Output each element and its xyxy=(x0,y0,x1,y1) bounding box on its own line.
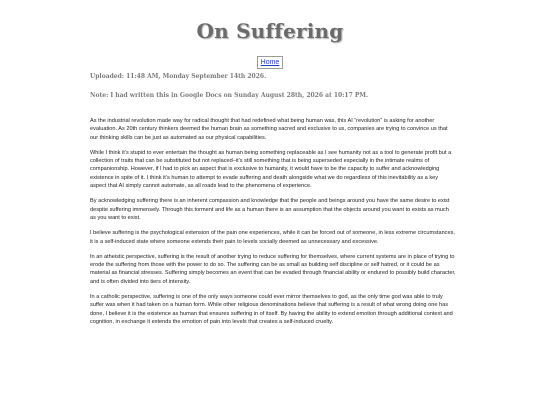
paragraph: As the industrial revolution made way for radical thought that had redefined what being human was, this AI “revolution” is asking for another evaluation. As 20th century thinkers deemed the human brain as something sacred and exclusive to us, companies are trying to convince us that our thinking skills can be just as automated as our physical capabilities. xyxy=(90,118,448,141)
writing-note: Note: I had written this in Google Docs on Sunday August 28th, 2026 at 10:17 PM. xyxy=(90,92,369,99)
paragraph: In a catholic perspective, suffering is one of the only ways someone could ever mirror themselves to god, as the only time god was able to truly suffer was when it had taken on a human form. While other religious denominations believe that suffering is a result of what wrong doing one has done, I believe it is the existence as human that ensures suffering in of itself. By having the ability to extend emotion through additional context and cognition, in exchange it extends the emotion of pain into levels that creates a self-induced cruelty. xyxy=(90,294,453,325)
paragraph: By acknowledging suffering there is an inherent compassion and knowledge that the people and beings around you have the same desire to exist despite suffering immensely. Through this torment and life as a human there is an assumption that the objects around you want to exists as much as you want to exist. xyxy=(90,198,450,221)
page-title: On Suffering xyxy=(196,19,344,43)
paragraph: In an atheistic perspective, suffering is the result of another trying to reduce suffering for themselves, where current systems are in place of trying to erode the suffering from those with the power to do so. The suffering can be as small as building self discipline or self hatred, or it could be as material as financial stresses. Suffering simply becomes an event that can be evaded through financial ability or endured to possibly build character, and is often divided into tiers of intensity. xyxy=(90,253,456,285)
paragraph: While I think it’s stupid to ever entertain the thought as human being something replaceable as I see humanity not as a tool to generate profit but a collection of traits that can be substituted but not replaced–it’s still something that is being superseded especially in the intimate realms of companionship. However, if I had to pick an aspect that is exclusive to humanity, it would have to be the capacity to suffer and acknowledging existence in spite of it. I think it’s human to attempt to evade suffering and death alongside what we do regardless of this inevitability as a key aspect that AI simply cannot automate, as all roads lead to the phenomena of experience. xyxy=(90,149,452,190)
paragraph: I believe suffering is the psychological extension of the pain one experiences, while it can be forced out of someone, in less extreme circumstances, it is a self-induced state where someone extends their pain to levels socially deemed as unnecessary and excessive. xyxy=(90,230,455,245)
home-link[interactable]: Home xyxy=(257,56,284,69)
uploaded-timestamp: Uploaded: 11:48 AM, Monday September 14th 2026. xyxy=(90,73,267,80)
article-body xyxy=(90,117,456,333)
home-link-container xyxy=(0,51,540,69)
